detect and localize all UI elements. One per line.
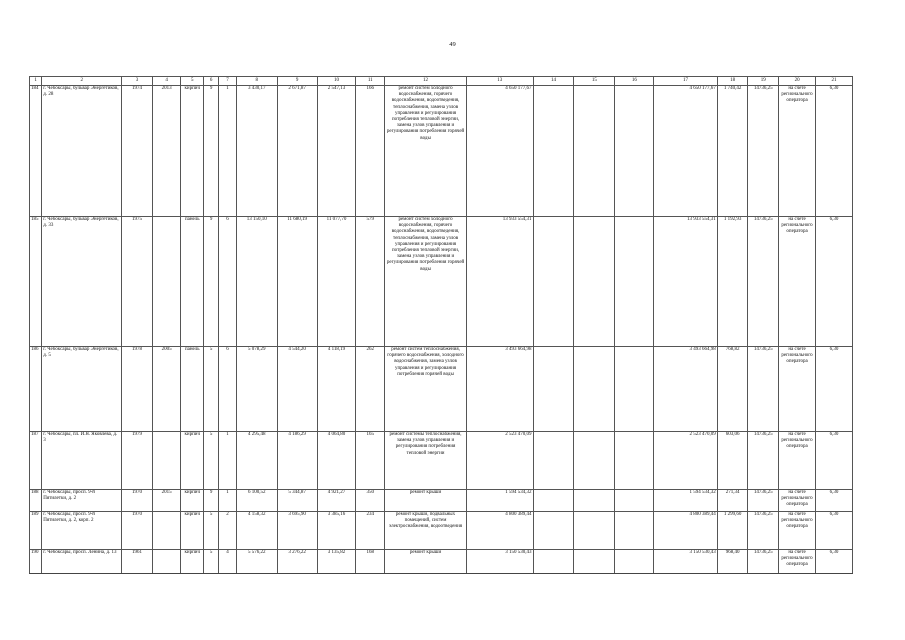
cell-c16	[615, 347, 654, 432]
cell-c14	[533, 86, 574, 217]
column-number-row	[30, 77, 853, 86]
cell-c11: 168	[356, 550, 385, 574]
column-number-header: 19	[748, 77, 779, 86]
table-row	[30, 432, 853, 490]
column-number-header: 7	[219, 77, 236, 86]
address-cell: г. Чебоксары, просп. Ленина, д. 13	[42, 550, 122, 574]
fund-location-cell: на счете регионального оператора	[779, 512, 816, 550]
column-number-header: 15	[574, 77, 615, 86]
cell-c11: 234	[356, 512, 385, 550]
address-cell: г. Чебоксары, бульвар Энергетиков, д. 33	[42, 217, 122, 347]
cell-c18: 603,06	[717, 432, 748, 490]
cell-c10: 4 064,80	[317, 432, 356, 490]
fund-location-cell: на счете регионального оператора	[779, 217, 816, 347]
table-row	[30, 347, 853, 432]
cell-c19: 14736,25	[748, 217, 779, 347]
works-description-cell: ремонт крыши	[385, 490, 467, 512]
row-number-cell: 185	[30, 217, 42, 347]
cell-c9: 4 186,29	[277, 432, 317, 490]
cell-c5: кирпич	[181, 432, 204, 490]
cell-c15	[574, 512, 615, 550]
cell-c8: 6 100,52	[236, 490, 277, 512]
cell-c8: 4 158,32	[236, 512, 277, 550]
cell-c6: 5	[203, 347, 218, 432]
cell-c14	[533, 217, 574, 347]
works-description-cell: ремонт системы теплоснабжения, замена узлов управления и регулирования потребления тепловой энергии	[385, 432, 467, 490]
cell-c11: 579	[356, 217, 385, 347]
cell-c17: 4 650 177,67	[654, 86, 717, 217]
column-number-header: 4	[152, 77, 181, 86]
cell-c3: 1979	[122, 432, 153, 490]
column-number-header: 1	[30, 77, 42, 86]
column-number-header: 6	[203, 77, 218, 86]
column-number-header: 3	[122, 77, 153, 86]
table-row	[30, 217, 853, 347]
cell-c3: 1975	[122, 217, 153, 347]
cell-c16	[615, 512, 654, 550]
cell-c16	[615, 490, 654, 512]
table-row	[30, 512, 853, 550]
cell-c17: 3 493 664,98	[654, 347, 717, 432]
cell-c14	[533, 490, 574, 512]
works-description-cell: ремонт крыши	[385, 550, 467, 574]
cell-c3: 1978	[122, 347, 153, 432]
cell-c18: 1 192,93	[717, 217, 748, 347]
cell-c18: 1 299,60	[717, 512, 748, 550]
cell-c4	[152, 432, 181, 490]
cell-c7: 1	[219, 490, 236, 512]
cell-c19: 14736,25	[748, 347, 779, 432]
cell-c17: 2 523 470,09	[654, 432, 717, 490]
column-number-header: 9	[277, 77, 317, 86]
cell-c3: 1961	[122, 550, 153, 574]
cell-c4	[152, 217, 181, 347]
cell-c8: 5 576,22	[236, 550, 277, 574]
cell-c4	[152, 512, 181, 550]
cell-c6: 5	[203, 432, 218, 490]
cell-c6: 9	[203, 217, 218, 347]
cell-c15	[574, 550, 615, 574]
cell-c21: 6,30	[815, 490, 852, 512]
cell-c18: 968,40	[717, 550, 748, 574]
cell-c13: 4 650 177,67	[466, 86, 533, 217]
cell-c16	[615, 550, 654, 574]
cell-c11: 165	[356, 432, 385, 490]
cell-c5: кирпич	[181, 86, 204, 217]
cell-c14	[533, 432, 574, 490]
cell-c16	[615, 432, 654, 490]
column-number-header: 8	[236, 77, 277, 86]
cell-c10: 4 921,27	[317, 490, 356, 512]
cell-c11: 262	[356, 347, 385, 432]
address-cell: г. Чебоксары, просп. 9-й Пятилетки, д. 2, корп. 2	[42, 512, 122, 550]
cell-c9: 11 680,19	[277, 217, 317, 347]
table-body	[30, 86, 853, 574]
fund-location-cell: на счете регионального оператора	[779, 550, 816, 574]
page-number: 49	[449, 41, 456, 48]
cell-c9: 2 671,87	[277, 86, 317, 217]
cell-c13: 13 933 554,31	[466, 217, 533, 347]
cell-c13: 3 150 530,43	[466, 550, 533, 574]
cell-c15	[574, 432, 615, 490]
cell-c21: 6,30	[815, 432, 852, 490]
address-cell: г. Чебоксары, просп. 9-й Пятилетки, д. 2	[42, 490, 122, 512]
cell-c17: 13 933 554,31	[654, 217, 717, 347]
column-number-header: 10	[317, 77, 356, 86]
repair-program-table	[29, 76, 853, 574]
column-number-header: 12	[385, 77, 467, 86]
cell-c10: 3 135,82	[317, 550, 356, 574]
cell-c10: 3 385,16	[317, 512, 356, 550]
cell-c19: 14736,25	[748, 86, 779, 217]
column-number-header: 11	[356, 77, 385, 86]
cell-c15	[574, 490, 615, 512]
cell-c10: 11 077,70	[317, 217, 356, 347]
cell-c19: 14736,25	[748, 490, 779, 512]
table-row	[30, 86, 853, 217]
cell-c9: 5 344,87	[277, 490, 317, 512]
cell-c9: 3 695,90	[277, 512, 317, 550]
cell-c8: 13 150,10	[236, 217, 277, 347]
cell-c17: 1 594 534,32	[654, 490, 717, 512]
cell-c6: 9	[203, 490, 218, 512]
address-cell: г. Чебоксары, бульвар Энергетиков, д. 5	[42, 347, 122, 432]
cell-c19: 14736,25	[748, 550, 779, 574]
cell-c6: 5	[203, 512, 218, 550]
cell-c9: 4 544,20	[277, 347, 317, 432]
cell-c14	[533, 512, 574, 550]
cell-c7: 6	[219, 217, 236, 347]
cell-c5: кирпич	[181, 512, 204, 550]
column-number-header: 14	[533, 77, 574, 86]
column-number-header: 16	[615, 77, 654, 86]
cell-c16	[615, 86, 654, 217]
column-number-header: 13	[466, 77, 533, 86]
cell-c21: 6,30	[815, 512, 852, 550]
cell-c15	[574, 86, 615, 217]
cell-c15	[574, 217, 615, 347]
cell-c7: 2	[219, 512, 236, 550]
cell-c13: 3 493 664,98	[466, 347, 533, 432]
fund-location-cell: на счете регионального оператора	[779, 490, 816, 512]
cell-c3: 1970	[122, 490, 153, 512]
cell-c10: 4 118,19	[317, 347, 356, 432]
cell-c14	[533, 550, 574, 574]
cell-c19: 14736,25	[748, 512, 779, 550]
cell-c7: 1	[219, 432, 236, 490]
cell-c6: 9	[203, 86, 218, 217]
cell-c17: 4 800 389,44	[654, 512, 717, 550]
cell-c7: 6	[219, 347, 236, 432]
cell-c18: 271,34	[717, 490, 748, 512]
row-number-cell: 187	[30, 432, 42, 490]
cell-c13: 1 594 534,32	[466, 490, 533, 512]
row-number-cell: 189	[30, 512, 42, 550]
column-number-header: 20	[779, 77, 816, 86]
fund-location-cell: на счете регионального оператора	[779, 432, 816, 490]
table-row	[30, 550, 853, 574]
cell-c8: 3 430,17	[236, 86, 277, 217]
cell-c5: панель	[181, 347, 204, 432]
cell-c3: 1970	[122, 512, 153, 550]
cell-c19: 14736,25	[748, 432, 779, 490]
cell-c5: панель	[181, 217, 204, 347]
cell-c7: 1	[219, 86, 236, 217]
row-number-cell: 184	[30, 86, 42, 217]
works-description-cell: ремонт крыши, подвальных помещений, систем электроснабжения, водоотведения	[385, 512, 467, 550]
cell-c11: 166	[356, 86, 385, 217]
cell-c3: 1974	[122, 86, 153, 217]
works-description-cell: ремонт систем теплоснабжения, горячего водоснабжения, холодного водоснабжения, замена узлов управления и регулирования потребления горячей воды	[385, 347, 467, 432]
cell-c18: 1 740,42	[717, 86, 748, 217]
column-number-header: 18	[717, 77, 748, 86]
cell-c14	[533, 347, 574, 432]
cell-c13: 4 800 389,44	[466, 512, 533, 550]
cell-c17: 3 150 530,43	[654, 550, 717, 574]
address-cell: г. Чебоксары, пл. И.Я. Яковлева, д. 3	[42, 432, 122, 490]
cell-c4: 2013	[152, 86, 181, 217]
fund-location-cell: на счете регионального оператора	[779, 86, 816, 217]
cell-c21: 6,30	[815, 550, 852, 574]
cell-c5: кирпич	[181, 490, 204, 512]
row-number-cell: 190	[30, 550, 42, 574]
column-number-header: 21	[815, 77, 852, 86]
cell-c16	[615, 217, 654, 347]
works-description-cell: ремонт систем холодного водоснабжения, горячего водоснабжения, водоотведения, теплоснабжения, замена узлов управления и регулирования потребления тепловой энергии, замена узлов управления и регулирования потребления горячей воды	[385, 86, 467, 217]
cell-c6: 5	[203, 550, 218, 574]
fund-location-cell: на счете регионального оператора	[779, 347, 816, 432]
works-description-cell: ремонт систем холодного водоснабжения, горячего водоснабжения, водоотведения, теплоснабжения, замена узлов управления и регулирования потребления тепловой энергии, замена узлов управления и регулирования потребления горячей воды	[385, 217, 467, 347]
row-number-cell: 188	[30, 490, 42, 512]
cell-c4: 2015	[152, 490, 181, 512]
cell-c11: 350	[356, 490, 385, 512]
cell-c13: 2 523 470,09	[466, 432, 533, 490]
cell-c5: кирпич	[181, 550, 204, 574]
cell-c10: 2 547,13	[317, 86, 356, 217]
cell-c15	[574, 347, 615, 432]
cell-c9: 3 276,22	[277, 550, 317, 574]
cell-c8: 4 295,48	[236, 432, 277, 490]
cell-c18: 768,82	[717, 347, 748, 432]
cell-c21: 6,30	[815, 347, 852, 432]
row-number-cell: 186	[30, 347, 42, 432]
cell-c4	[152, 550, 181, 574]
cell-c7: 4	[219, 550, 236, 574]
table-row	[30, 490, 853, 512]
address-cell: г. Чебоксары, бульвар Энергетиков, д. 28	[42, 86, 122, 217]
cell-c21: 6,30	[815, 217, 852, 347]
column-number-header: 5	[181, 77, 204, 86]
table-bottom-rule	[29, 573, 853, 574]
cell-c4: 2005	[152, 347, 181, 432]
cell-c21: 6,30	[815, 86, 852, 217]
cell-c8: 5 078,29	[236, 347, 277, 432]
column-number-header: 17	[654, 77, 717, 86]
column-number-header: 2	[42, 77, 122, 86]
